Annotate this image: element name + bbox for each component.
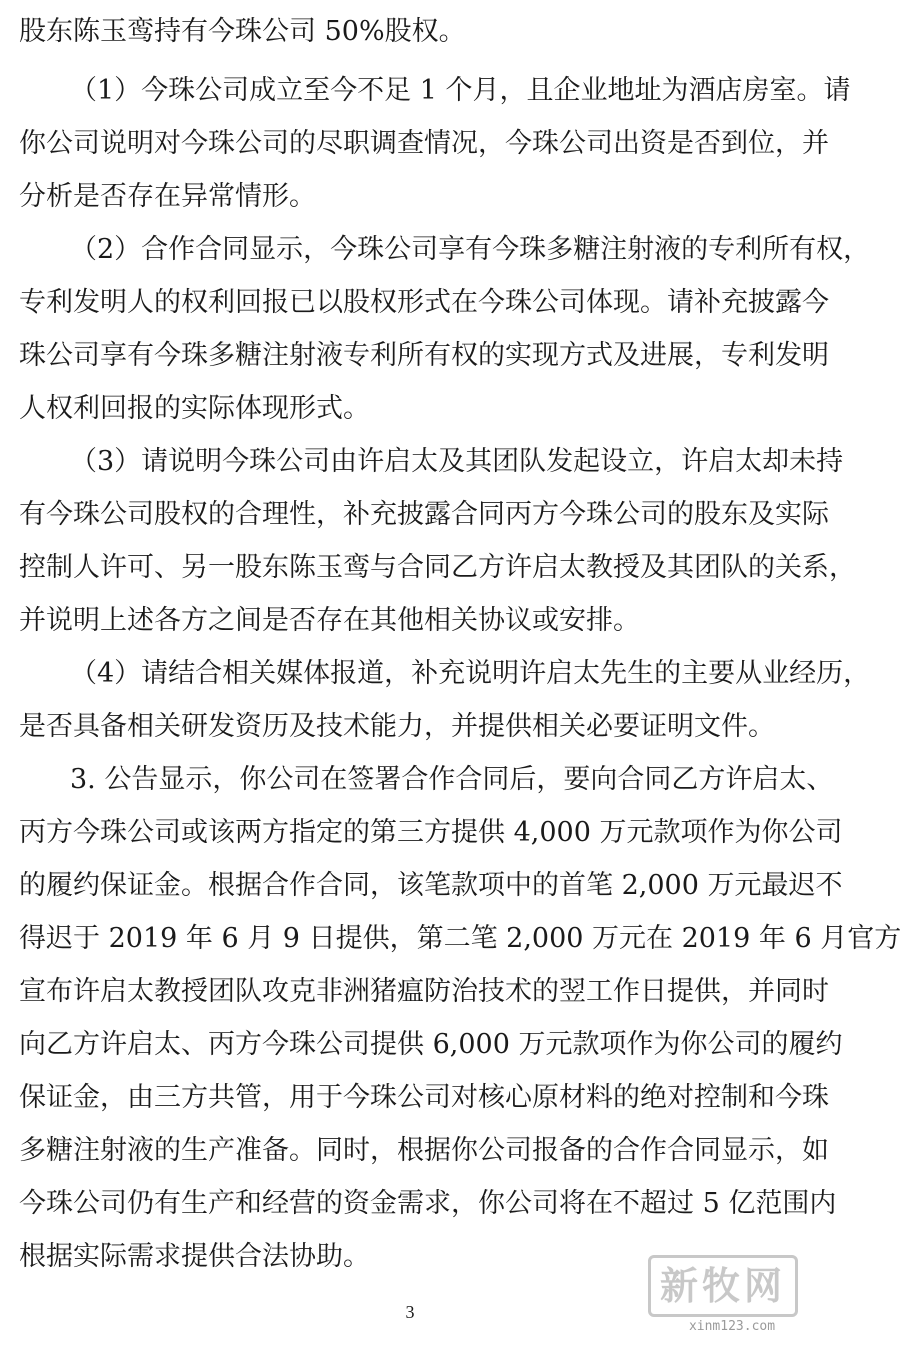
text-line: 股东陈玉鸾持有今珠公司 50%股权。 [19,16,466,47]
text-line: 根据实际需求提供合法协助。 [19,1241,370,1272]
text-line: （3）请说明今珠公司由许启太及其团队发起设立，许启太却未持 [70,446,844,477]
text-line: 保证金，由三方共管，用于今珠公司对核心原材料的绝对控制和今珠 [19,1082,829,1113]
text-line: 多糖注射液的生产准备。同时，根据你公司报备的合作合同显示，如 [19,1135,829,1166]
text-line: 有今珠公司股权的合理性，补充披露合同丙方今珠公司的股东及实际 [19,499,829,530]
text-line: 并说明上述各方之间是否存在其他相关协议或安排。 [19,605,640,636]
watermark-logo: 新牧网 [648,1255,798,1317]
text-line: 宣布许启太教授团队攻克非洲猪瘟防治技术的翌工作日提供，并同时 [19,976,829,1007]
text-line: （1）今珠公司成立至今不足 1 个月，且企业地址为酒店房室。请 [70,75,851,106]
text-line: （2）合作合同显示，今珠公司享有今珠多糖注射液的专利所有权， [70,234,871,265]
text-line: 得迟于 2019 年 6 月 9 日提供，第二笔 2,000 万元在 2019 年 6 月官方 [19,923,901,954]
watermark-url: xinm123.com [688,1319,776,1334]
text-line: 向乙方许启太、丙方今珠公司提供 6,000 万元款项作为你公司的履约 [19,1029,843,1060]
watermark [640,1255,810,1341]
text-line: 3. 公告显示，你公司在签署合作合同后，要向合同乙方许启太、 [70,764,834,795]
text-line: 分析是否存在异常情形。 [19,181,316,212]
text-line: 丙方今珠公司或该两方指定的第三方提供 4,000 万元款项作为你公司 [19,817,843,848]
text-line: 珠公司享有今珠多糖注射液专利所有权的实现方式及进展，专利发明 [19,340,829,371]
text-line: 你公司说明对今珠公司的尽职调查情况，今珠公司出资是否到位，并 [19,128,829,159]
text-line: 是否具备相关研发资历及技术能力，并提供相关必要证明文件。 [19,711,775,742]
text-line: 人权利回报的实际体现形式。 [19,393,370,424]
text-line: 专利发明人的权利回报已以股权形式在今珠公司体现。请补充披露今 [19,287,829,318]
text-line: （4）请结合相关媒体报道，补充说明许启太先生的主要从业经历， [70,658,871,689]
text-line: 控制人许可、另一股东陈玉鸾与合同乙方许启太教授及其团队的关系， [19,552,856,583]
text-line: 的履约保证金。根据合作合同，该笔款项中的首笔 2,000 万元最迟不 [19,870,843,901]
text-line: 今珠公司仍有生产和经营的资金需求，你公司将在不超过 5 亿范围内 [19,1188,837,1219]
page-number: 3 [405,1302,415,1322]
